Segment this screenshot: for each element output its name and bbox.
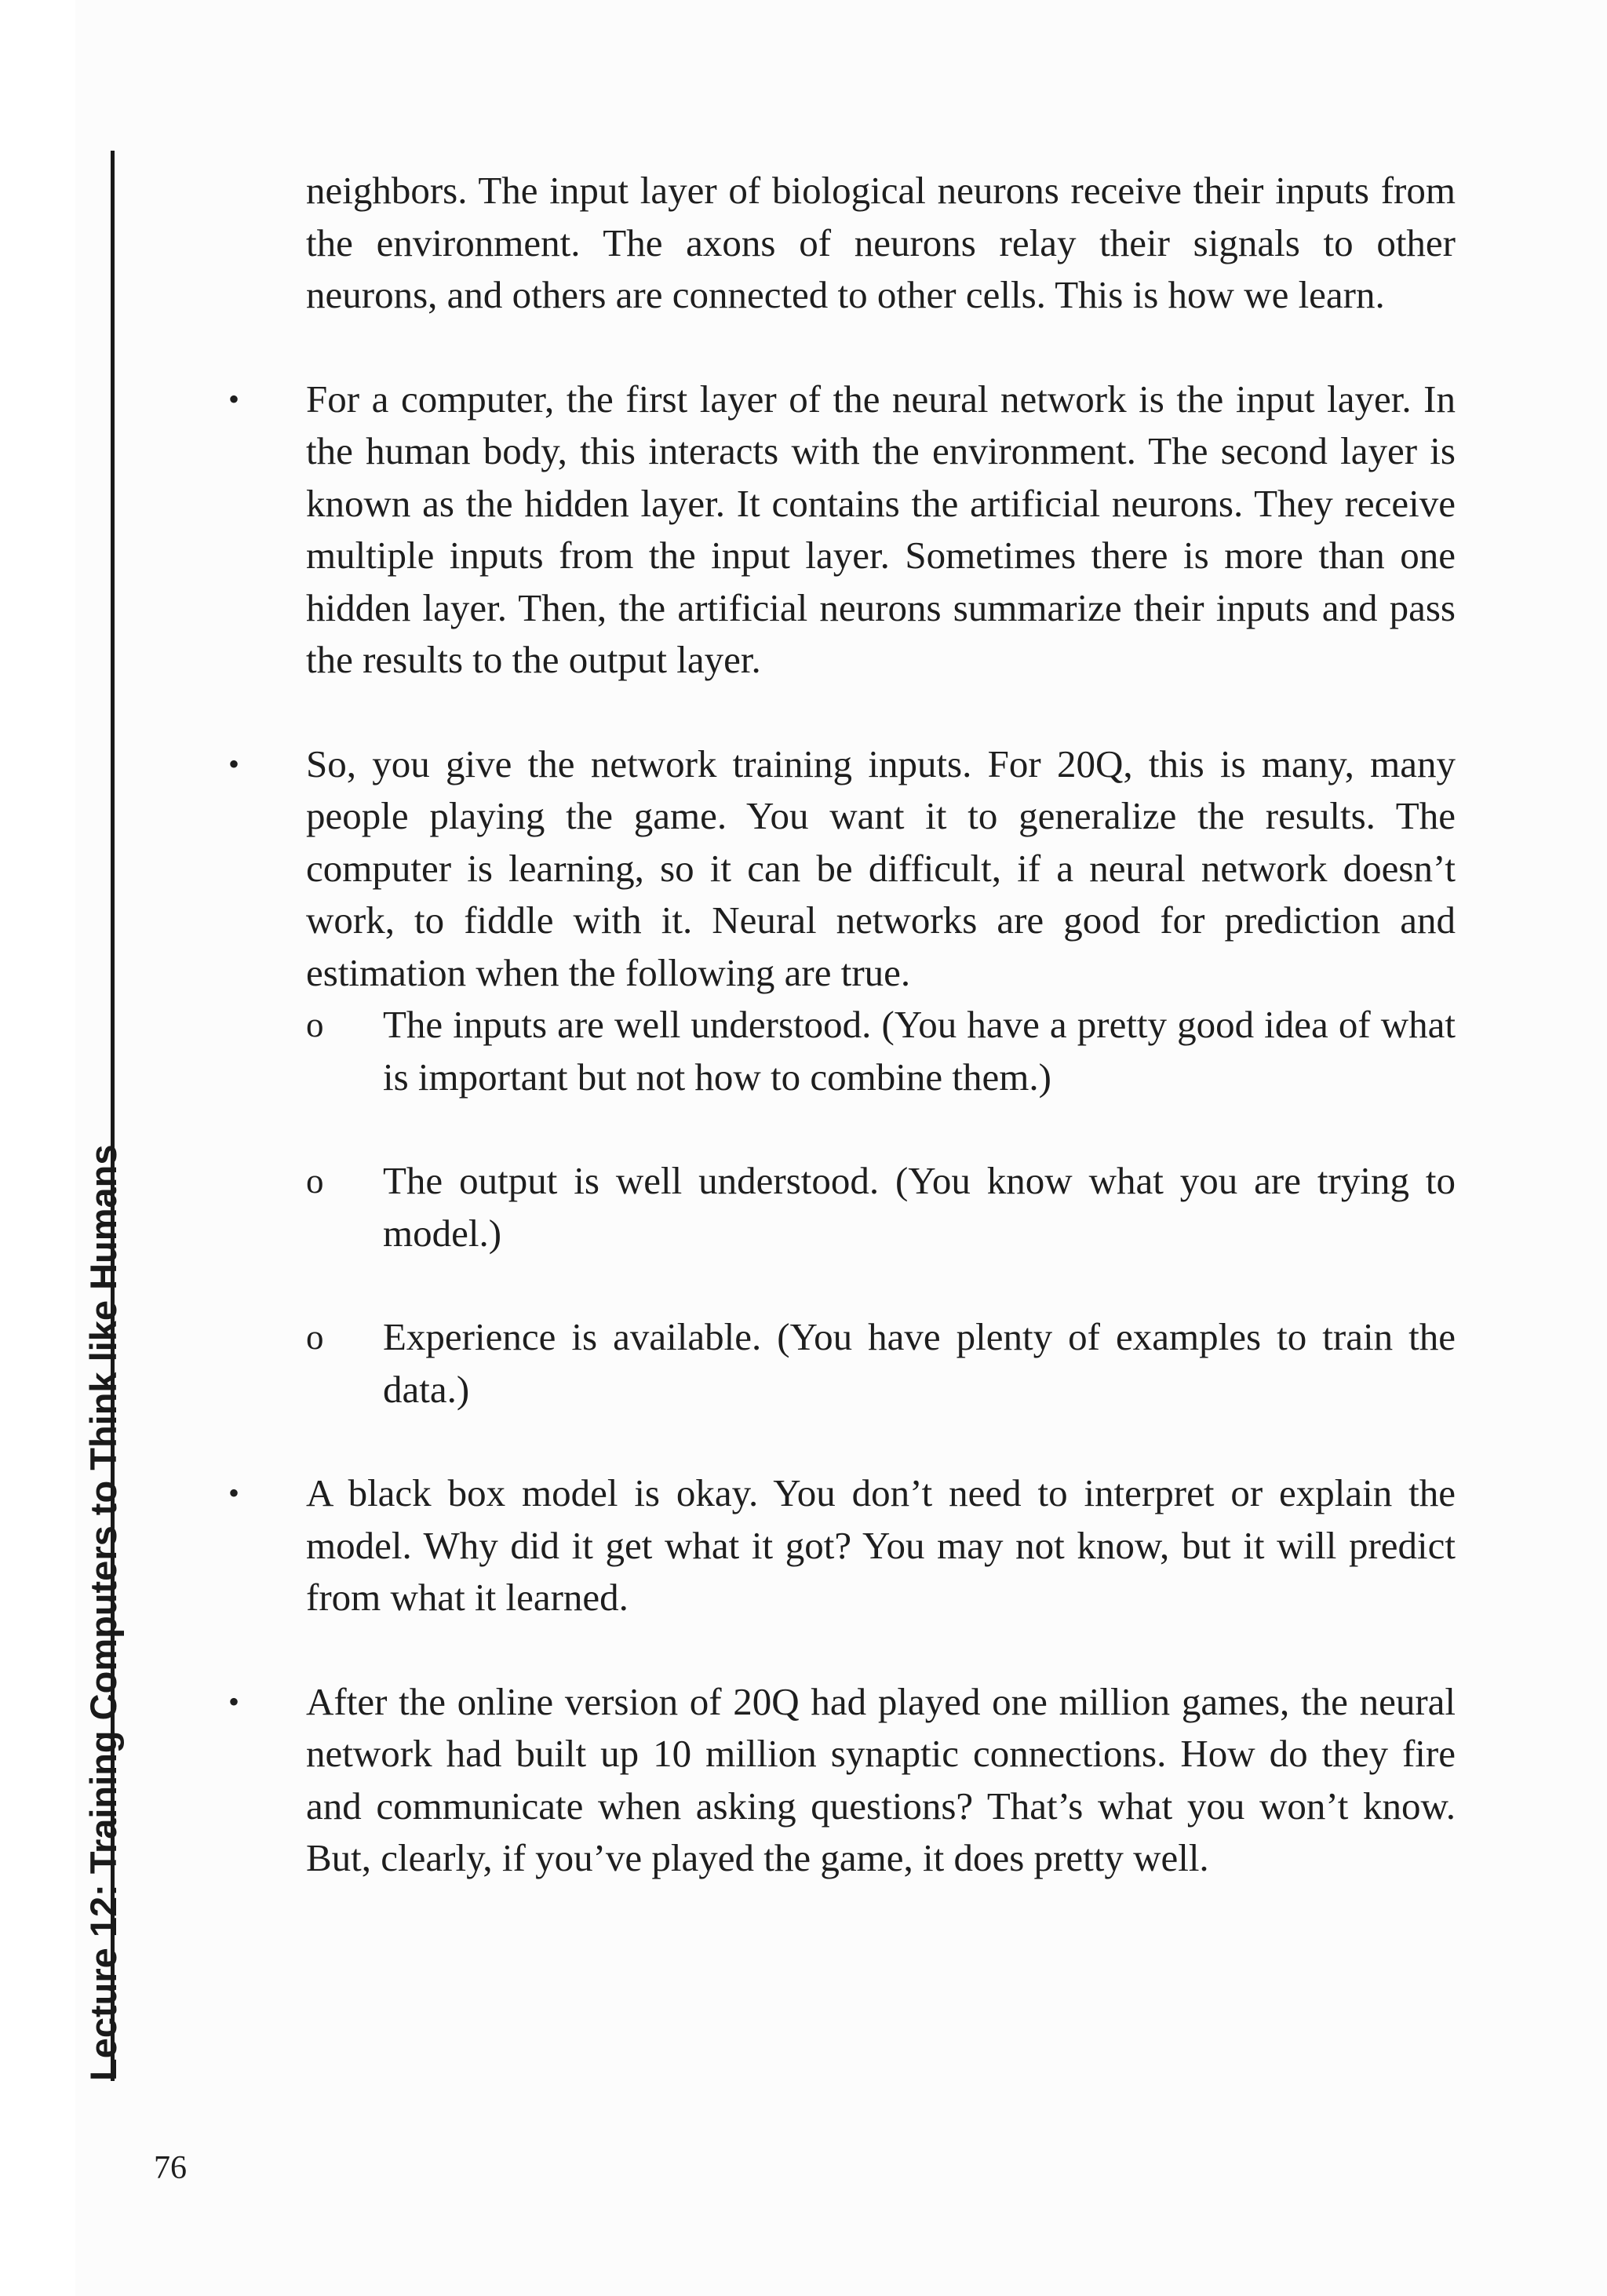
bullet-item xyxy=(228,738,1456,1416)
sub-bullet-text: The output is well understood. (You know what you are trying to model.) xyxy=(383,1159,1456,1255)
sub-bullet-text: The inputs are well understood. (You have a pretty good idea of what is important but not how to combine them.) xyxy=(383,1003,1456,1099)
circle-bullet-icon: o xyxy=(306,1317,324,1357)
bullet-text: After the online version of 20Q had played one million games, the neural network had built up 10 million synaptic connections. How do they fire and communicate when asking questions? That’s what you won’t know. But, clearly, if you’ve played the game, it does pretty well. xyxy=(306,1679,1456,1879)
sub-bullet-item xyxy=(306,999,1456,1103)
bullet-text: For a computer, the first layer of the neural network is the input layer. In the human body, this interacts with the environment. The second layer is known as the hidden layer. It contains the artificial neurons. They receive multiple inputs from the input layer. Sometimes there is more than one hidden layer. Then, the artificial neurons summarize their inputs and pass the results to the output layer. xyxy=(306,377,1456,681)
body-text xyxy=(228,165,1456,1885)
running-head-vertical: Lecture 12: Training Computers to Think like Humans xyxy=(82,1144,124,2081)
continuation-paragraph: neighbors. The input layer of biological neurons receive their inputs from the environment. The axons of neurons relay their signals to other neurons, and others are connected to other cells. This is how we learn. xyxy=(306,169,1456,316)
bullet-item xyxy=(228,1676,1456,1885)
bullet-item xyxy=(228,374,1456,687)
bullet-icon: • xyxy=(228,1475,240,1511)
sub-bullet-item xyxy=(306,1155,1456,1259)
bullet-icon: • xyxy=(228,1683,240,1719)
bullet-icon: • xyxy=(228,381,240,417)
sub-bullet-item xyxy=(306,1311,1456,1416)
circle-bullet-icon: o xyxy=(306,1005,324,1044)
bullet-text: So, you give the network training inputs. For 20Q, this is many, many people playing the game. You want it to generalize the results. The computer is learning, so it can be difficult, if a neural network doesn’t work, to fiddle with it. Neural networks are good for prediction and estimation when the following are true. xyxy=(306,742,1456,994)
circle-bullet-icon: o xyxy=(306,1161,324,1201)
sub-bullet-text: Experience is available. (You have plenty of examples to train the data.) xyxy=(383,1315,1456,1411)
page-number: 76 xyxy=(154,2150,187,2186)
bullet-item xyxy=(228,1467,1456,1624)
bullet-text: A black box model is okay. You don’t need to interpret or explain the model. Why did it get what it got? You may not know, but it will predict from what it learned. xyxy=(306,1471,1456,1619)
bullet-icon: • xyxy=(228,745,240,782)
